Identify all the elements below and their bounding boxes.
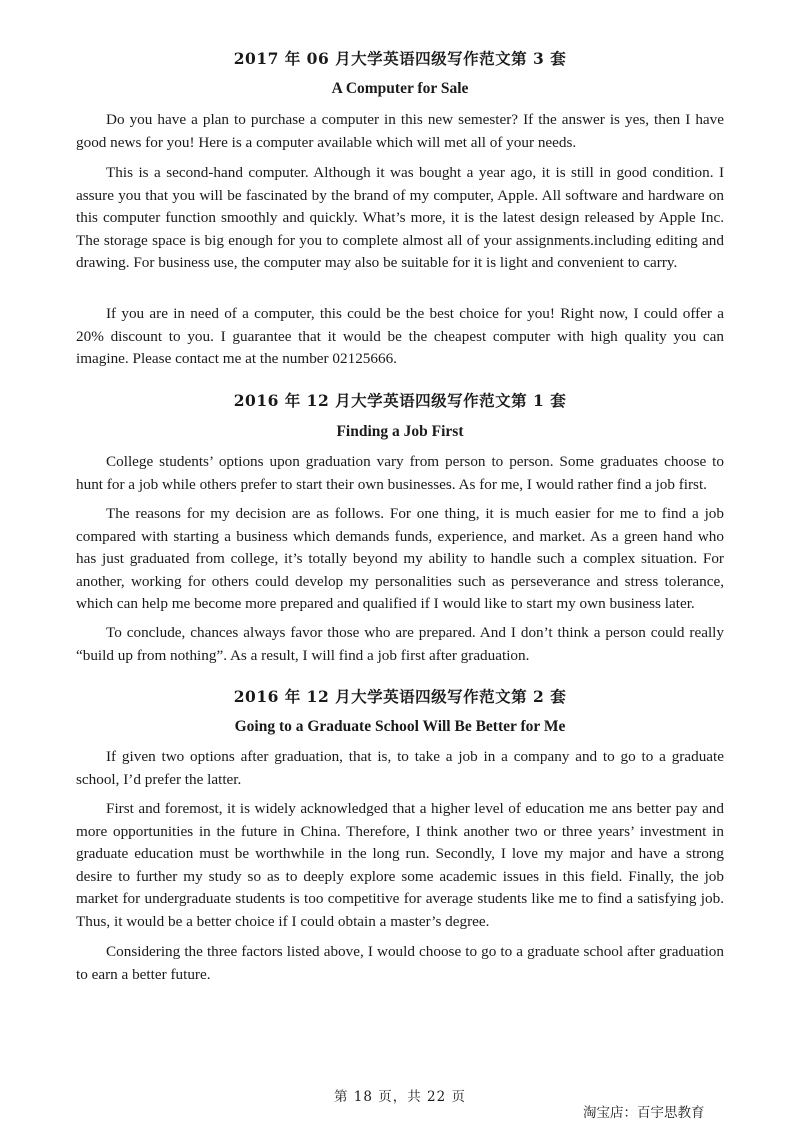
section-heading-2016-12-set-1: 2016 年 12 月大学英语四级写作范文第 1 套 bbox=[233, 391, 567, 410]
essay-title-computer-for-sale: A Computer for Sale bbox=[331, 80, 469, 97]
essay-title-finding-a-job-first: Finding a Job First bbox=[336, 423, 464, 440]
paragraph: The reasons for my decision are as follows. For one thing, it is much easier for me to find a job compared with starting a business which demands funds, experience, and market. As a green hand who has just graduated from college, it’s totally beyond my ability to handle such a complex situation. For another, working for others could develop my personalities such as perseverance and stress tolerance, which can help me become more prepared and qualified if I would like to start my own business later. bbox=[76, 505, 724, 613]
section-heading-2017-06-set-3: 2017 年 06 月大学英语四级写作范文第 3 套 bbox=[233, 49, 567, 68]
essay-title-graduate-school: Going to a Graduate School Will Be Better for Me bbox=[234, 718, 566, 735]
paragraph: First and foremost, it is widely acknowledged that a higher level of education me ans better pay and more opportunities in the future in China. Therefore, I think another two or three years’ investment in graduate education must be worthwhile in the long run. Secondly, I love my major and have a strong desire to further my study so as to deeply explore some academic issues in this field. Finally, the job market for undergraduate students is too competitive for average students like me to find a satisfying job. Thus, it would be a better choice if I could obtain a master’s degree. bbox=[76, 800, 724, 930]
paragraph: Do you have a plan to purchase a computer in this new semester? If the answer is yes, then I have good news for you! Here is a computer available which will met all of your needs. bbox=[76, 111, 724, 151]
paragraph: If given two options after graduation, that is, to take a job in a company and to go to a graduate school, I’d prefer the latter. bbox=[76, 748, 724, 788]
paragraph: College students’ options upon graduation vary from person to person. Some graduates choose to hunt for a job while others prefer to start their own businesses. As for me, I would rather find a job first. bbox=[76, 453, 724, 493]
shop-watermark: 淘宝店：百宇思教育 bbox=[583, 1105, 705, 1121]
paragraph: This is a second-hand computer. Although it was bought a year ago, it is still in good condition. I assure you that you will be fascinated by the brand of my computer, Apple. All software and hardware on this computer function smoothly and quickly. What’s more, it is the latest design released by Apple Inc. The storage space is big enough for you to complete almost all of your assignments.including editing and drawing. For business use, the computer may also be suitable for it is light and convenient to carry. bbox=[76, 164, 724, 272]
page-indicator: 第 18 页，共 22 页 bbox=[333, 1089, 467, 1105]
section-heading-2016-12-set-2: 2016 年 12 月大学英语四级写作范文第 2 套 bbox=[233, 687, 567, 706]
paragraph: If you are in need of a computer, this could be the best choice for you! Right now, I could offer a 20% discount to you. I guarantee that it would be the cheapest computer with high quality you can imagine. Please contact me at the number 02125666. bbox=[76, 305, 724, 368]
paragraph: Considering the three factors listed above, I would choose to go to a graduate school after graduation to earn a better future. bbox=[76, 943, 724, 983]
paragraph: To conclude, chances always favor those who are prepared. And I don’t think a person could really “build up from nothing”. As a result, I will find a job first after graduation. bbox=[76, 624, 724, 664]
